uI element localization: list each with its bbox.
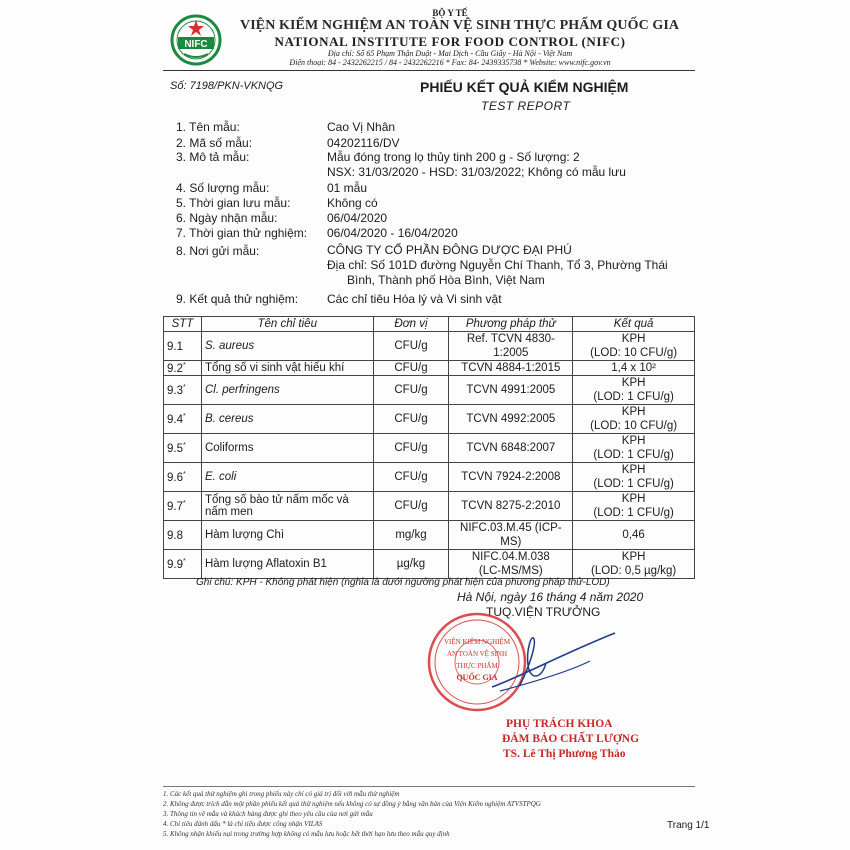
signatory-name: TS. Lê Thị Phương Thảo (503, 748, 626, 760)
table-row (164, 376, 695, 405)
footnote: 1. Các kết quả thử nghiệm ghi trong phiếu này chỉ có giá trị đối với mẫu thử nghiệm (163, 790, 400, 798)
row-result: KPH (LOD: 1 CFU/g) (573, 492, 695, 521)
results-table (163, 316, 695, 579)
institute-name-en: NATIONAL INSTITUTE FOR FOOD CONTROL (NIFC) (274, 34, 626, 49)
row-indicator: B. cereus (201, 405, 373, 434)
field-label: 2. Mã số mẫu: (176, 136, 253, 150)
footnote: 3. Thông tin về mẫu và khách hàng được ghi theo yêu cầu của nơi gửi mẫu (163, 810, 373, 818)
deputy-title: TUQ.VIỆN TRƯỞNG (486, 605, 601, 619)
field-value-line2: Địa chỉ: Số 101D đường Nguyễn Chí Thanh, Tổ 3, Phường Thái (327, 258, 668, 272)
row-result: KPH (LOD: 1 CFU/g) (573, 463, 695, 492)
table-row (164, 463, 695, 492)
table-header-row (164, 317, 695, 332)
row-stt: 9.6* (164, 463, 202, 492)
row-unit: CFU/g (373, 405, 449, 434)
table-row (164, 434, 695, 463)
field-label: 5. Thời gian lưu mẫu: (176, 196, 291, 210)
row-result: KPH (LOD: 0,5 µg/kg) (573, 550, 695, 579)
row-method: NIFC.04.M.038 (LC-MS/MS) (449, 550, 573, 579)
row-unit: CFU/g (373, 492, 449, 521)
row-indicator: Hàm lượng Aflatoxin B1 (201, 550, 373, 579)
field-label: 4. Số lượng mẫu: (176, 181, 270, 195)
column-header: Phương pháp thử (449, 317, 573, 332)
row-stt: 9.7* (164, 492, 202, 521)
row-method: TCVN 4992:2005 (449, 405, 573, 434)
row-result: KPH (LOD: 10 CFU/g) (573, 332, 695, 361)
field-value: 01 mẫu (327, 181, 368, 195)
institute-address: Địa chỉ: Số 65 Phạm Thận Duật - Mai Dịch - Cầu Giấy - Hà Nội - Việt Nam (327, 49, 573, 58)
field-label: 3. Mô tả mẫu: (176, 150, 250, 164)
row-stt: 9.8 (164, 521, 202, 550)
table-row (164, 550, 695, 579)
field-value: Mẫu đóng trong lọ thủy tinh 200 g - Số lượng: 2 (327, 150, 580, 164)
footnote: 4. Chỉ tiêu đánh dấu * là chỉ tiêu được công nhận VILAS (163, 820, 323, 828)
row-stt: 9.5* (164, 434, 202, 463)
svg-text:THỰC PHẨM: THỰC PHẨM (456, 662, 498, 670)
table-row (164, 332, 695, 361)
report-title: PHIẾU KẾT QUẢ KIỂM NGHIỆM (420, 79, 629, 95)
field-value-line3: Bình, Thành phố Hòa Bình, Việt Nam (347, 273, 545, 287)
row-result: 0,46 (573, 521, 695, 550)
signatory-department-2: ĐẢM BẢO CHẤT LƯỢNG (502, 733, 640, 745)
row-method: TCVN 7924-2:2008 (449, 463, 573, 492)
field-label: 9. Kết quả thử nghiệm: (176, 292, 299, 306)
signature (490, 625, 620, 695)
svg-text:AN TOÀN VỆ SINH: AN TOÀN VỆ SINH (446, 650, 508, 658)
issue-date: Hà Nội, ngày 16 tháng 4 năm 2020 (457, 590, 644, 604)
svg-text:VIỆN KIỂM NGHIỆM: VIỆN KIỂM NGHIỆM (443, 638, 511, 646)
document-number: Số: 7198/PKN-VKNQG (170, 80, 284, 92)
row-unit: µg/kg (373, 550, 449, 579)
row-method: NIFC.03.M.45 (ICP-MS) (449, 521, 573, 550)
field-label: 1. Tên mẫu: (176, 120, 240, 134)
column-header: Tên chỉ tiêu (201, 317, 373, 332)
field-label: 6. Ngày nhận mẫu: (176, 211, 278, 225)
row-unit: mg/kg (373, 521, 449, 550)
row-indicator: S. aureus (201, 332, 373, 361)
page-number: Trang 1/1 (667, 820, 710, 831)
field-value: Không có (327, 196, 378, 210)
row-method: TCVN 8275-2:2010 (449, 492, 573, 521)
field-value: Các chỉ tiêu Hóa lý và Vi sinh vật (327, 292, 502, 306)
row-unit: CFU/g (373, 463, 449, 492)
field-value: CÔNG TY CỔ PHẦN ĐÔNG DƯỢC ĐẠI PHÚ (327, 243, 572, 257)
row-indicator: Tổng số vi sinh vật hiếu khí (201, 361, 373, 376)
row-indicator: Cl. perfringens (201, 376, 373, 405)
row-result: KPH (LOD: 1 CFU/g) (573, 434, 695, 463)
row-method: TCVN 4991:2005 (449, 376, 573, 405)
column-header: Kết quả (573, 317, 695, 332)
logo-text: NIFC (184, 39, 208, 50)
row-stt: 9.3* (164, 376, 202, 405)
table-row (164, 492, 695, 521)
row-indicator: Tổng số bào tử nấm mốc và nấm men (201, 492, 373, 521)
footnote: 2. Không được trích dẫn một phần phiếu kết quả thử nghiệm nếu không có sự đồng ý bằng văn bản của Viện Kiểm nghiệm ATVSTPQG (163, 800, 541, 808)
field-value: Cao Vị Nhân (327, 120, 396, 134)
field-label: 7. Thời gian thử nghiệm: (176, 226, 308, 240)
row-stt: 9.2* (164, 361, 202, 376)
column-header: STT (164, 317, 202, 332)
column-header: Đơn vị (373, 317, 449, 332)
nifc-logo (170, 14, 222, 66)
table-row (164, 521, 695, 550)
field-value: 04202116/DV (327, 136, 400, 150)
row-indicator: Coliforms (201, 434, 373, 463)
ministry-name: BỘ Y TẾ (432, 8, 468, 18)
svg-text:QUỐC GIA: QUỐC GIA (456, 673, 498, 682)
row-indicator: E. coli (201, 463, 373, 492)
field-value-line2: NSX: 31/03/2020 - HSD: 31/03/2022; Không có mẫu lưu (327, 165, 626, 179)
field-label: 8. Nơi gửi mẫu: (176, 244, 260, 258)
report-subtitle: TEST REPORT (481, 99, 571, 113)
row-unit: CFU/g (373, 332, 449, 361)
row-result: KPH (LOD: 1 CFU/g) (573, 376, 695, 405)
signatory-department: PHỤ TRÁCH KHOA (506, 718, 613, 730)
row-stt: 9.1 (164, 332, 202, 361)
institute-name-vn: VIỆN KIỂM NGHIỆM AN TOÀN VỆ SINH THỰC PHẨM QUỐC GIA (240, 18, 680, 33)
row-unit: CFU/g (373, 376, 449, 405)
row-unit: CFU/g (373, 361, 449, 376)
row-unit: CFU/g (373, 434, 449, 463)
row-indicator: Hàm lượng Chì (201, 521, 373, 550)
row-method: TCVN 4884-1:2015 (449, 361, 573, 376)
row-method: TCVN 6848:2007 (449, 434, 573, 463)
row-stt: 9.9* (164, 550, 202, 579)
field-value: 06/04/2020 (327, 211, 388, 225)
table-row (164, 405, 695, 434)
row-result: 1,4 x 10² (573, 361, 695, 376)
table-note: Ghi chú: KPH - Không phát hiện (nghĩa là dưới ngưỡng phát hiện của phương pháp thử-LOD) (196, 577, 610, 588)
header-divider (163, 70, 695, 71)
footer-divider (163, 786, 695, 787)
row-result: KPH (LOD: 10 CFU/g) (573, 405, 695, 434)
field-value: 06/04/2020 - 16/04/2020 (327, 226, 458, 240)
footnote: 5. Không nhận khiếu nại trong trường hợp không có mẫu lưu hoặc hết thời hạn lưu theo mẫu quy định (163, 830, 450, 838)
row-stt: 9.4* (164, 405, 202, 434)
row-method: Ref. TCVN 4830-1:2005 (449, 332, 573, 361)
institute-contact: Điện thoại: 84 - 2432262215 / 84 - 2432262216 * Fax: 84- 2439335738 * Website: www.nifc.gov.vn (289, 58, 611, 67)
table-row (164, 361, 695, 376)
